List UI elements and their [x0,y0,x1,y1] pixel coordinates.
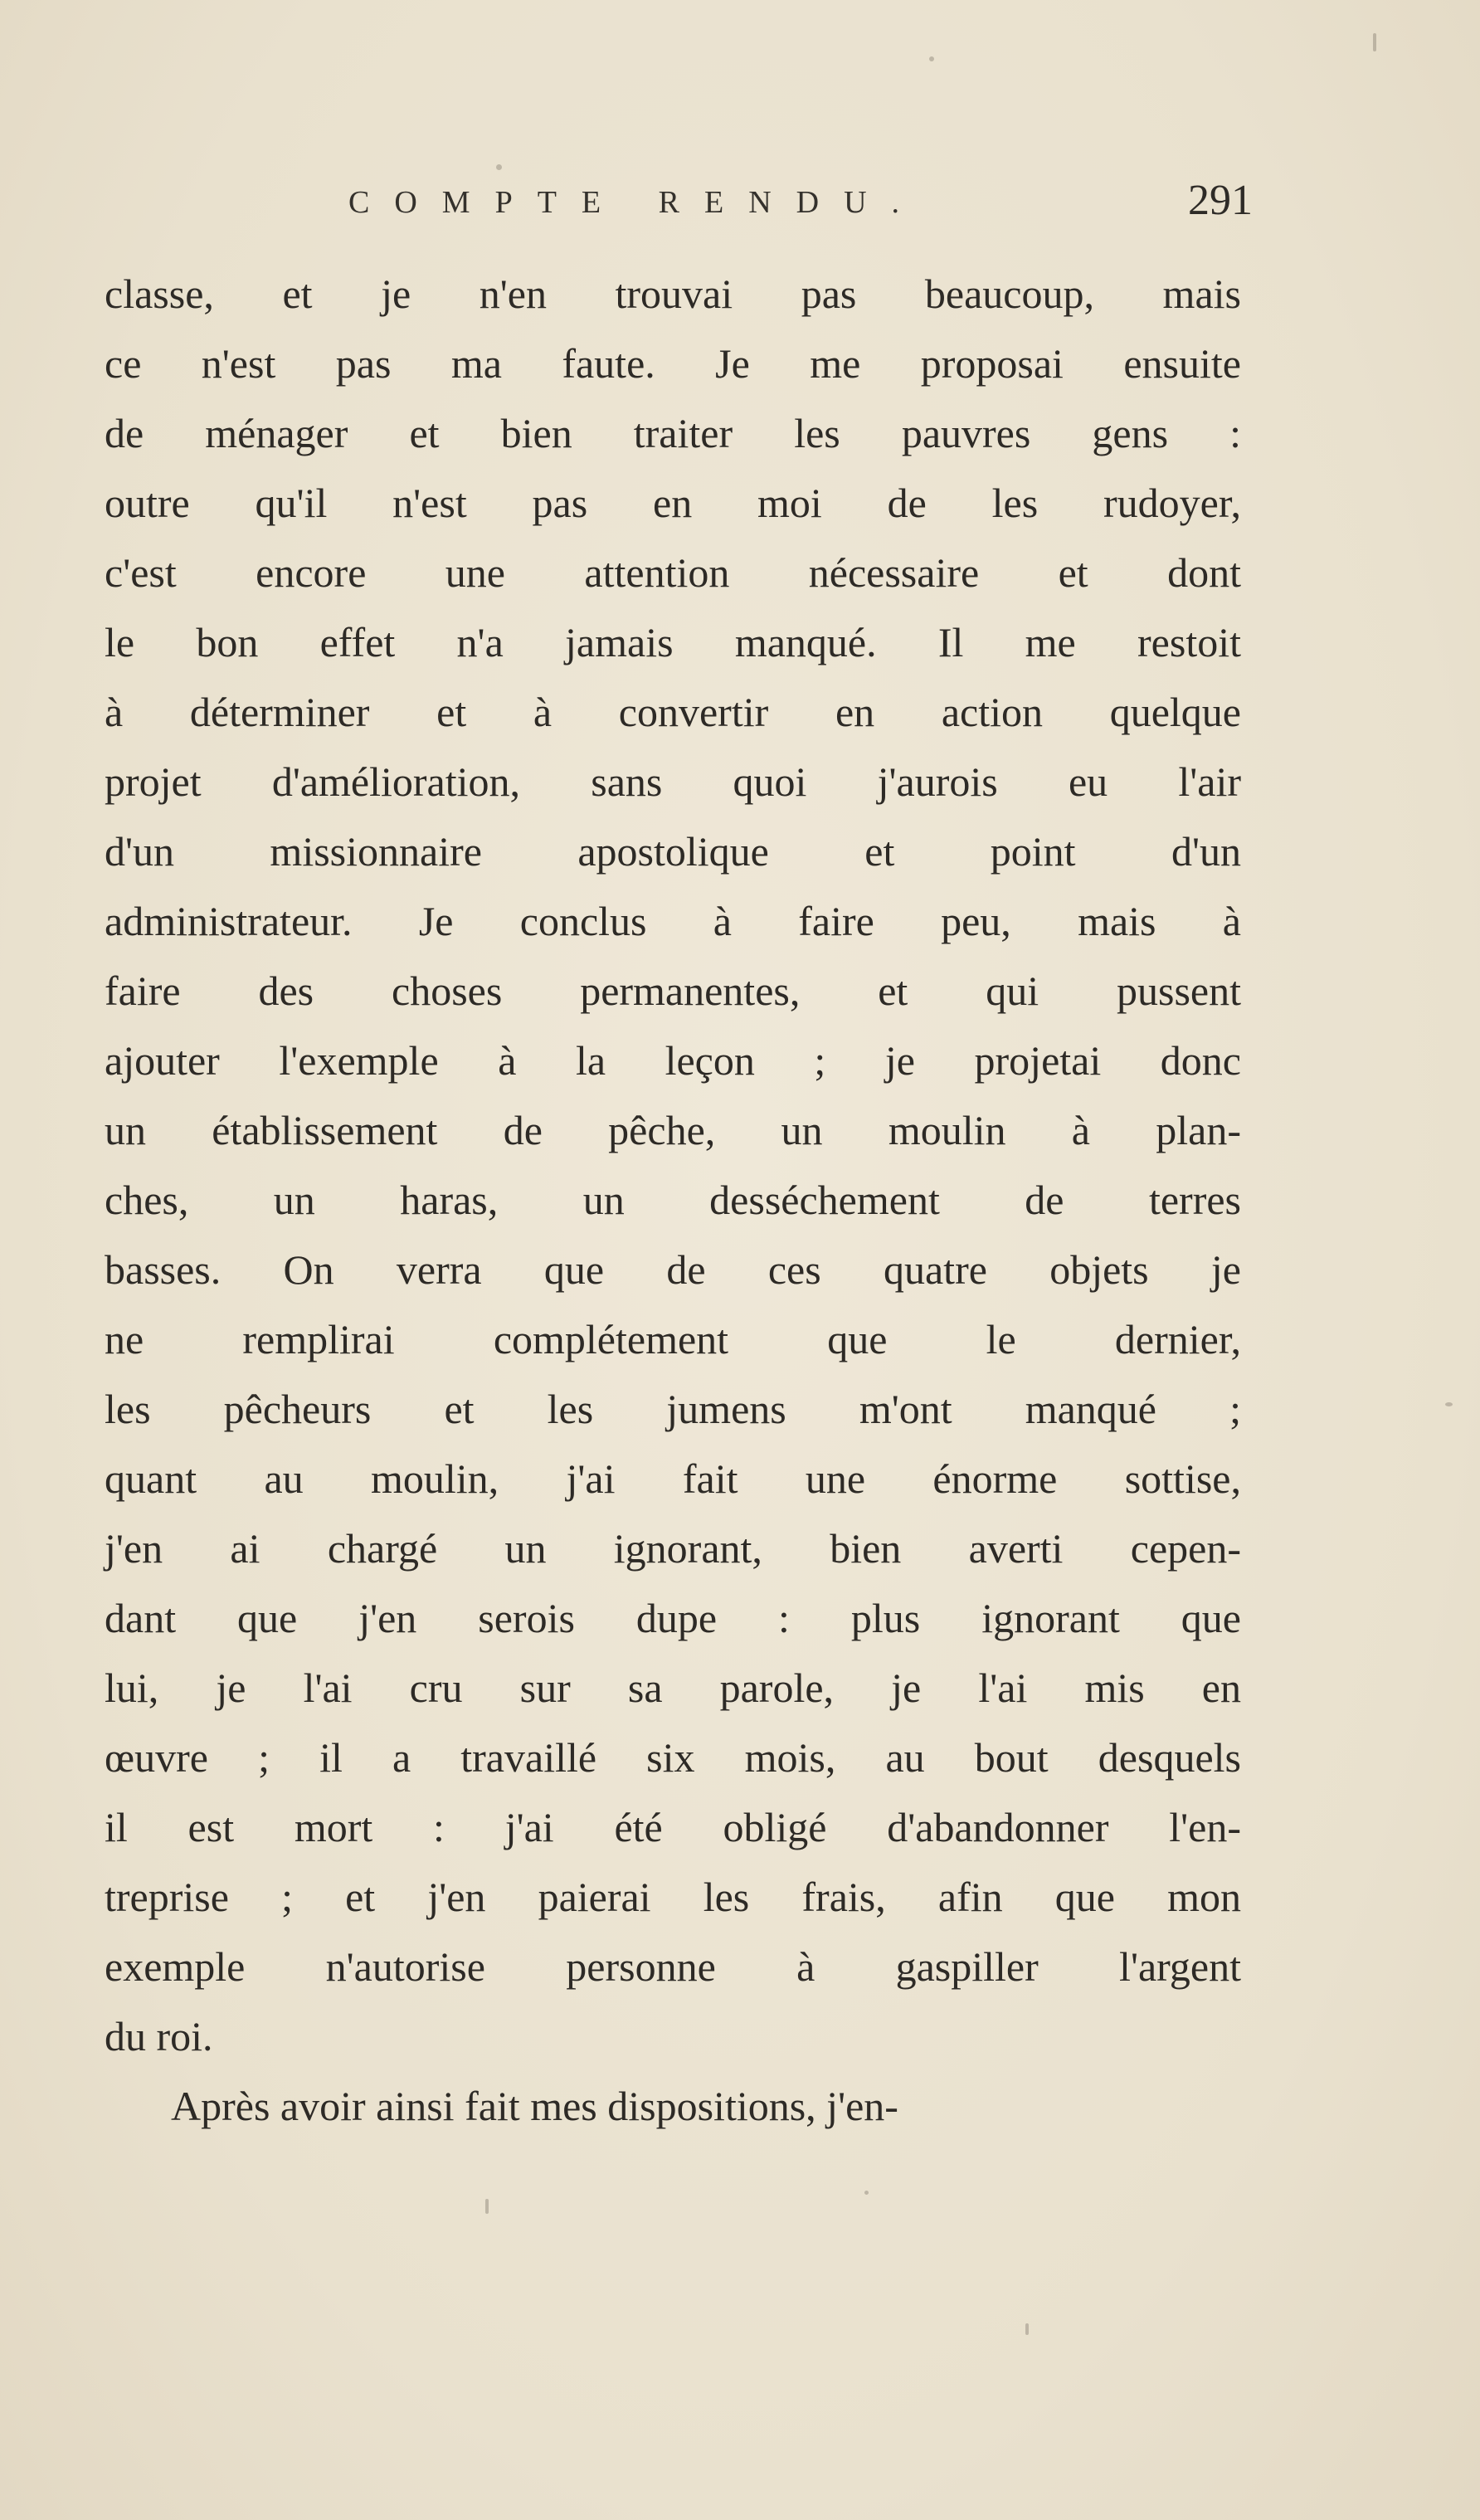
text-line: basses. On verra que de ces quatre objets je [105,1246,1241,1293]
running-title: COMPTE RENDU. [348,185,925,220]
paper-speck [496,164,502,170]
paper-speck [1025,2323,1029,2335]
paper-speck [1373,33,1376,51]
text-line: faire des choses permanentes, et qui pussent [105,968,1241,1014]
text-line: classe, et je n'en trouvai pas beaucoup, mais [105,271,1241,317]
text-line: ce n'est pas ma faute. Je me proposai ensuite [105,340,1241,387]
text-line: le bon effet n'a jamais manqué. Il me restoit [105,619,1241,665]
text-line: exemple n'autorise personne à gaspiller l'argent [105,1943,1241,1990]
text-line: œuvre ; il a travaillé six mois, au bout desquels [105,1734,1241,1781]
text-line: projet d'amélioration, sans quoi j'aurois eu l'air [105,758,1241,805]
text-line: c'est encore une attention nécessaire et dont [105,549,1241,596]
text-line: treprise ; et j'en paierai les frais, afin que mon [105,1874,1241,1920]
text-line: d'un missionnaire apostolique et point d'un [105,828,1241,875]
text-line: quant au moulin, j'ai fait une énorme sottise, [105,1455,1241,1502]
page-number: 291 [1188,177,1253,224]
text-line: de ménager et bien traiter les pauvres gens : [105,410,1241,456]
paper-speck [1445,1402,1453,1406]
paragraph-start-line: Après avoir ainsi fait mes dispositions, j'en- [171,2083,898,2129]
text-line: dant que j'en serois dupe : plus ignorant que [105,1595,1241,1641]
paper-speck [485,2199,489,2214]
running-head [348,176,1261,234]
body-text [105,259,1241,2141]
text-line: administrateur. Je conclus à faire peu, mais à [105,898,1241,944]
text-line: il est mort : j'ai été obligé d'abandonner l'en- [105,1804,1241,1850]
text-line: outre qu'il n'est pas en moi de les rudoyer, [105,480,1241,526]
text-line: ne remplirai complétement que le dernier, [105,1316,1241,1362]
paragraph-end-line: du roi. [105,2013,213,2059]
text-line: lui, je l'ai cru sur sa parole, je l'ai mis en [105,1665,1241,1711]
text-line: les pêcheurs et les jumens m'ont manqué ; [105,1386,1241,1432]
text-line: ajouter l'exemple à la leçon ; je projetai donc [105,1037,1241,1084]
paper-speck [929,56,934,61]
text-line: ches, un haras, un desséchement de terres [105,1177,1241,1223]
text-line: j'en ai chargé un ignorant, bien averti cepen- [105,1525,1241,1572]
paper-speck [864,2191,869,2195]
text-line: un établissement de pêche, un moulin à plan- [105,1107,1241,1153]
text-line: à déterminer et à convertir en action quelque [105,689,1241,735]
